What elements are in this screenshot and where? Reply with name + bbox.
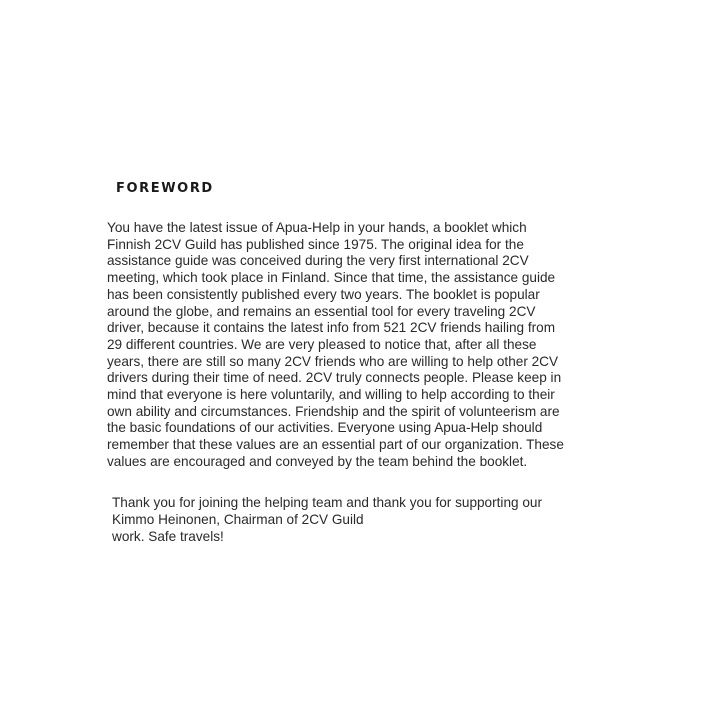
foreword-body <box>107 220 627 471</box>
body-line: drivers during their time of need. 2CV truly connects people. Please keep in <box>107 370 562 386</box>
closing-line: work. Safe travels! <box>112 529 224 544</box>
body-line: the basic foundations of our activities. Everyone using Apua-Help should <box>107 420 543 436</box>
signature-line: Kimmo Heinonen, Chairman of 2CV Guild <box>112 512 364 527</box>
body-line: around the globe, and remains an essential tool for every traveling 2CV <box>107 303 536 319</box>
page-title: FOREWORD <box>116 181 214 196</box>
body-line: has been consistently published every two years. The booklet is popular <box>107 286 540 302</box>
closing-signature <box>112 494 542 545</box>
body-line: values are encouraged and conveyed by the team behind the booklet. <box>107 453 528 469</box>
body-line: assistance guide was conceived during the very first international 2CV <box>107 253 529 269</box>
body-line: own ability and circumstances. Friendship and the spirit of volunteerism are <box>107 403 560 419</box>
body-line: Finnish 2CV Guild has published since 1975. The original idea for the <box>107 236 524 252</box>
closing-line: Thank you for joining the helping team and thank you for supporting our <box>112 495 542 510</box>
body-line: years, there are still so many 2CV friends who are willing to help other 2CV <box>107 353 559 369</box>
body-line: mind that everyone is here voluntarily, and willing to help according to their <box>107 387 555 403</box>
body-line: You have the latest issue of Apua-Help in your hands, a booklet which <box>107 220 527 235</box>
body-line: meeting, which took place in Finland. Since that time, the assistance guide <box>107 270 556 286</box>
body-line: remember that these values are an essential part of our organization. These <box>107 437 564 453</box>
body-line: 29 different countries. We are very pleased to notice that, after all these <box>107 336 537 352</box>
body-line: driver, because it contains the latest info from 521 2CV friends hailing from <box>107 320 556 336</box>
